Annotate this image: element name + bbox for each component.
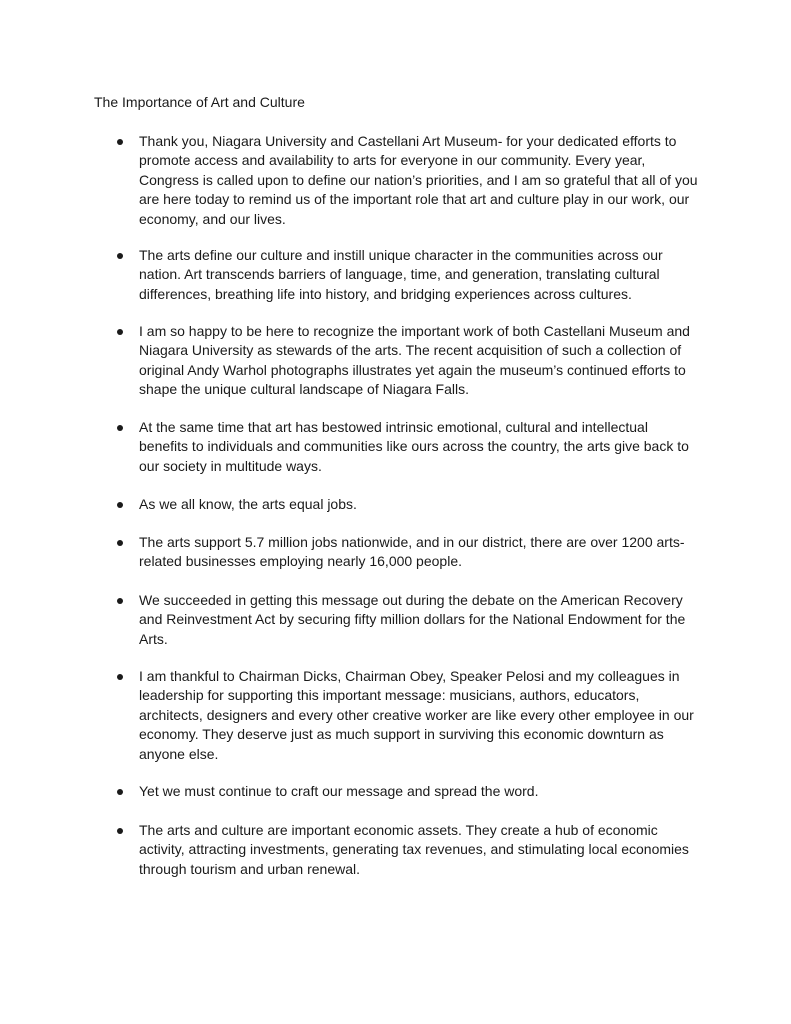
bullet-icon (117, 425, 123, 431)
bullet-text: The arts support 5.7 million jobs nationwide, and in our district, there are over 1200 arts-related businesses employing nearly 16,000 people. (139, 534, 685, 570)
bullet-text: The arts and culture are important economic assets. They create a hub of economic activity, attracting investments, generating tax revenues, and stimulating local economies through tourism and urban renewal. (139, 822, 689, 877)
bullet-text: As we all know, the arts equal jobs. (139, 496, 357, 512)
bullet-icon (117, 253, 123, 259)
bullet-text: I am so happy to be here to recognize the important work of both Castellani Museum and Niagara University as stewards of the arts. The recent acquisition of such a collection of original Andy Warhol photographs illustrates yet again the museum’s continued efforts to shape the unique cultural landscape of Niagara Falls. (139, 323, 690, 398)
bullet-text: We succeeded in getting this message out during the debate on the American Recovery and Reinvestment Act by securing fifty million dollars for the National Endowment for the Arts. (139, 592, 686, 647)
bullet-icon (117, 828, 123, 834)
bullet-icon (117, 598, 123, 604)
bullet-icon (117, 329, 123, 335)
bullet-icon (117, 502, 123, 508)
bullet-text: At the same time that art has bestowed intrinsic emotional, cultural and intellectual benefits to individuals and communities like ours across the country, the arts give back to our society in multitude ways. (139, 419, 689, 474)
bullet-text: I am thankful to Chairman Dicks, Chairman Obey, Speaker Pelosi and my colleagues in leadership for supporting this important message: musicians, authors, educators, architects, designers and every other creative worker are like every other employee in our economy. They deserve just as much support in surviving this economic downturn as anyone else. (139, 668, 694, 762)
document-title: The Importance of Art and Culture (94, 94, 305, 110)
bullet-text: Thank you, Niagara University and Castellani Art Museum- for your dedicated efforts to promote access and availability to arts for everyone in our community. Every year, Congress is called upon to define our nation’s priorities, and I am so grateful that all of you are here today to remind us of the important role that art and culture play in our work, our economy, and our lives. (139, 133, 698, 227)
bullet-icon (117, 789, 123, 795)
bullet-text: The arts define our culture and instill unique character in the communities across our nation. Art transcends barriers of language, time, and generation, translating cultural differences, breathing life into history, and bridging experiences across cultures. (139, 247, 663, 302)
bullet-icon (117, 540, 123, 546)
bullet-icon (117, 674, 123, 680)
bullet-text: Yet we must continue to craft our message and spread the word. (139, 783, 539, 799)
bullet-icon (117, 139, 123, 145)
